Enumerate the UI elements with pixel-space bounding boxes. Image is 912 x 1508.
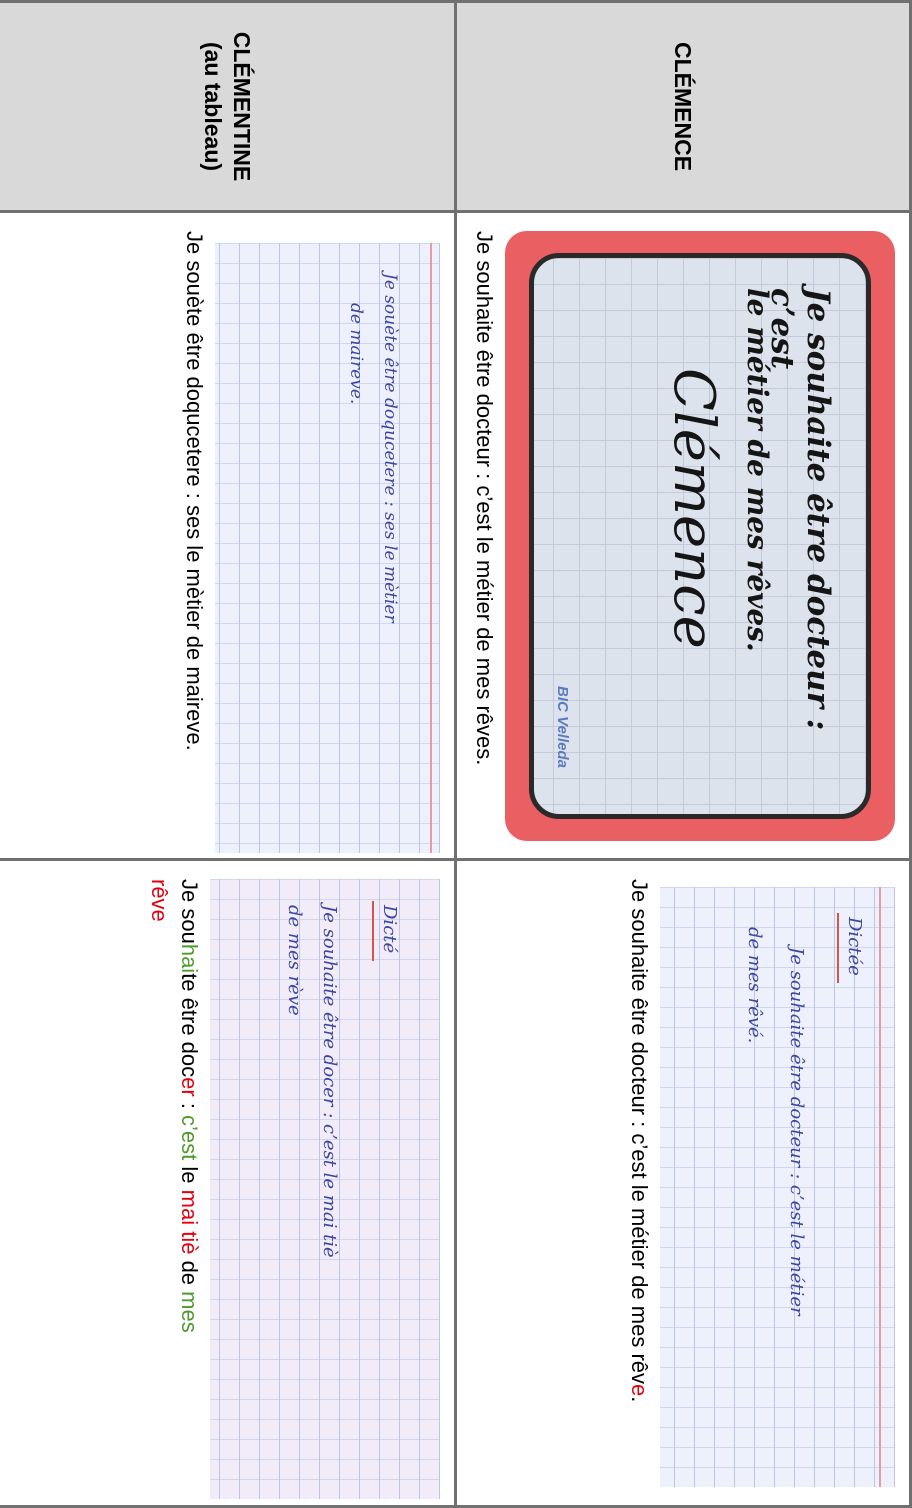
notebook1-line-2: de maireve.	[346, 303, 366, 405]
notebook1-line-1: Je souète être doqucetere : ses le mètier	[380, 273, 400, 623]
slate-name: Clémence	[661, 368, 726, 649]
slate-caption: Je souhaite être docteur : c’est le métier de mes rêves.	[472, 231, 497, 766]
notebook-caption-clemence: Je souhaite être docteur : c’est le métier de mes rêve.	[627, 879, 652, 1403]
clemence-slate-cell	[456, 212, 911, 860]
clementine-notebook1-cell	[0, 212, 456, 860]
notebook2-line-2: de mes rève	[284, 905, 305, 1016]
slate-line-2: le métier de mes rêves.	[741, 288, 774, 652]
header-clementine: CLÉMENTINE (au tableau)	[0, 2, 456, 212]
notebook-title: Dictée	[844, 917, 865, 976]
notebook2-title: Dicté	[379, 905, 400, 954]
notebook-photo-clementine-1	[215, 243, 440, 853]
notebook2-line-1: Je souhaite être docer : c’est le mai tiè	[319, 905, 340, 1258]
notebook-line-2: de mes rêvé.	[744, 927, 765, 1044]
notebook1-caption: Je souète être doqucetere : ses le mètier de maireve.	[182, 231, 207, 751]
clemence-notebook-cell	[456, 860, 911, 1507]
header-clemence: CLÉMENCE	[456, 2, 911, 212]
slate-photo	[505, 231, 895, 841]
notebook2-caption: Je souhaite être docer : c’est le mai tiè de mes rêve	[147, 879, 202, 1333]
notebook-line-1: Je souhaite être docteur : c’est le métier	[786, 947, 807, 1316]
clementine-notebook2-cell	[0, 860, 456, 1507]
bic-logo: BIC Velleda	[554, 686, 571, 768]
slate-line-1: Je souhaite être docteur : c’est	[764, 288, 836, 731]
notebook-photo-clementine-2	[210, 879, 440, 1499]
notebook-photo-clemence	[660, 887, 895, 1487]
